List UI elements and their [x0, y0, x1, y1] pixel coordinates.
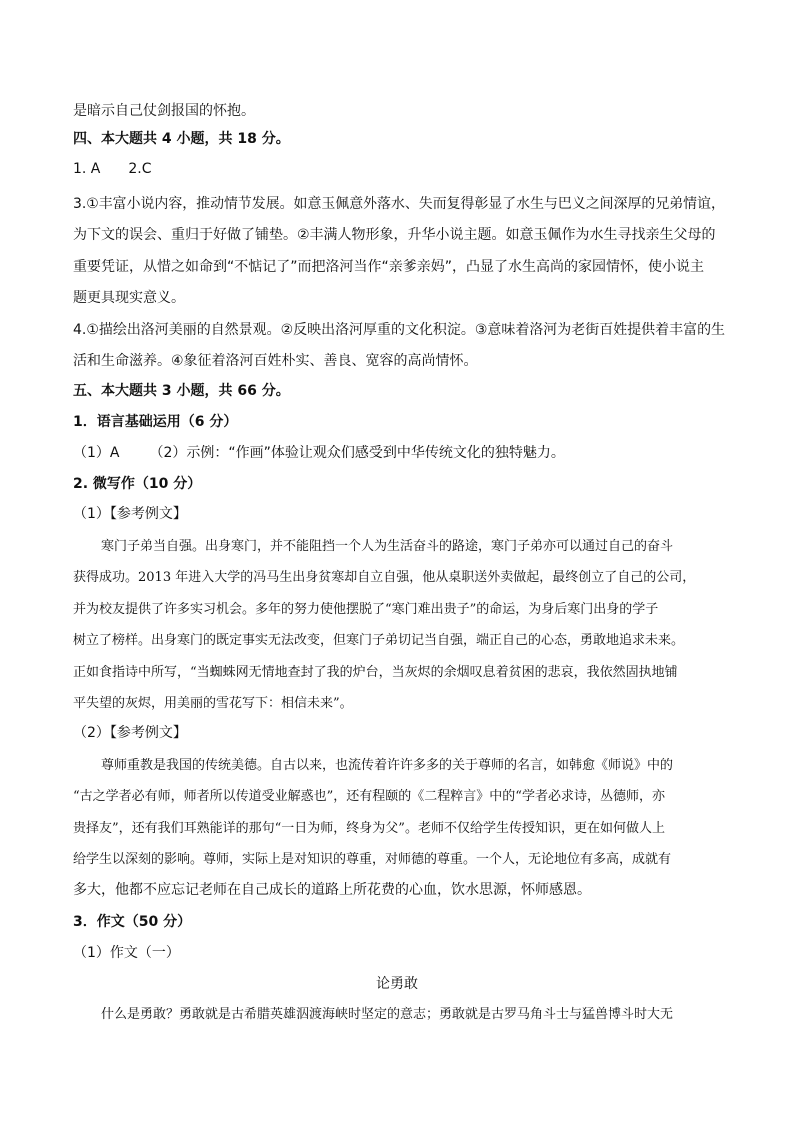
essay-line: 寒门子弟当自强。出身寒门，并不能阻挡一个人为生活奋斗的路途，寒门子弟亦可以通过自己的奋斗 [101, 539, 674, 554]
essay-title: 论勇敢 [376, 976, 418, 992]
essay-line: 正如食指诗中所写，“当蜘蛛网无情地查封了我的炉台，当灰烬的余烟叹息着贫困的悲哀，我依然固执地铺 [73, 665, 678, 680]
answer-1: （1）A [73, 445, 120, 461]
text-line: 重要凭证，从惜之如命到“不惦记了”而把洛河当作“亲爹亲妈”，凸显了水生高尚的家园情怀，使小说主 [73, 259, 705, 275]
section-heading: 五、本大题共 3 小题，共 66 分。 [73, 383, 290, 399]
text-line: 4.①描绘出洛河美丽的自然景观。②反映出洛河厚重的文化积淀。③意味着洛河为老街百姓提供着丰富的生 [73, 322, 726, 338]
essay-line: 给学生以深刻的影响。尊师，实际上是对知识的尊重，对师德的尊重。一个人，无论地位有多高，成就有 [73, 852, 672, 867]
sub-heading: （1）【参考例文】 [73, 506, 187, 522]
essay-line: “古之学者必有师，师者所以传道受业解惑也”，还有程颐的《二程粹言》中的“学者必求诗，丛德师，亦 [73, 789, 665, 804]
answer-2: 2.C [128, 161, 152, 177]
sub-heading: （2）【参考例文】 [73, 725, 187, 741]
essay-line: 贵择友”，还有我们耳熟能详的那句“一日为师，终身为父”。老师不仅给学生传授知识，更在如何做人上 [73, 821, 665, 836]
text-line: 活和生命滋养。④象征着洛河百姓朴实、善良、宽容的高尚情怀。 [73, 353, 478, 369]
essay-line: 获得成功。2013 年进入大学的冯马生出身贫寒却自立自强，他从桌职送外卖做起，最终创立了自己的公司， [73, 570, 696, 585]
sub-heading: （1）作文（一） [73, 945, 180, 961]
question-heading: 2. 微写作（10 分） [73, 476, 202, 492]
question-heading: 1．语言基础运用（6 分） [73, 414, 238, 430]
text-line: 为下文的误会、重归于好做了铺垫。②丰满人物形象，升华小说主题。如意玉佩作为水生寻找亲生父母的 [73, 227, 716, 243]
answer-line [73, 442, 565, 462]
essay-line: 多大，他都不应忘记老师在自己成长的道路上所花费的心血，饮水思源，怀师感恩。 [73, 882, 591, 898]
essay-line: 尊师重教是我国的传统美德。自古以来，也流传着许许多多的关于尊师的名言，如韩愈《师说》中的 [101, 758, 674, 773]
essay-line: 并为校友提供了许多实习机会。多年的努力使他摆脱了“寒门难出贵子”的命运，为身后寒门出身的学子 [73, 602, 659, 617]
answer-1: 1. A [73, 161, 101, 177]
essay-line: 平失望的灰烬，用美丽的雪花写下：相信未来”。 [73, 696, 353, 711]
question-heading: 3．作文（50 分） [73, 914, 192, 930]
text-line: 是暗示自己仗剑报国的怀抱。 [73, 103, 255, 119]
section-heading: 四、本大题共 4 小题，共 18 分。 [73, 131, 290, 147]
essay-line: 树立了榜样。出身寒门的既定事实无法改变，但寒门子弟切记当自强，端正自己的心态，勇敢地追求未来。 [73, 633, 685, 648]
essay-line: 什么是勇敢？勇敢就是古希腊英雄泅渡海峡时坚定的意志；勇敢就是古罗马角斗士与猛兽博斗时大无 [101, 1007, 674, 1022]
text-line: 3.①丰富小说内容，推动情节发展。如意玉佩意外落水、失而复得彰显了水生与巴义之间深厚的兄弟情谊， [73, 196, 725, 212]
text-line: 题更具现实意义。 [73, 290, 185, 306]
answer-line [73, 161, 152, 177]
answer-2: （2）示例：“作画”体验让观众们感受到中华传统文化的独特魅力。 [149, 445, 565, 461]
